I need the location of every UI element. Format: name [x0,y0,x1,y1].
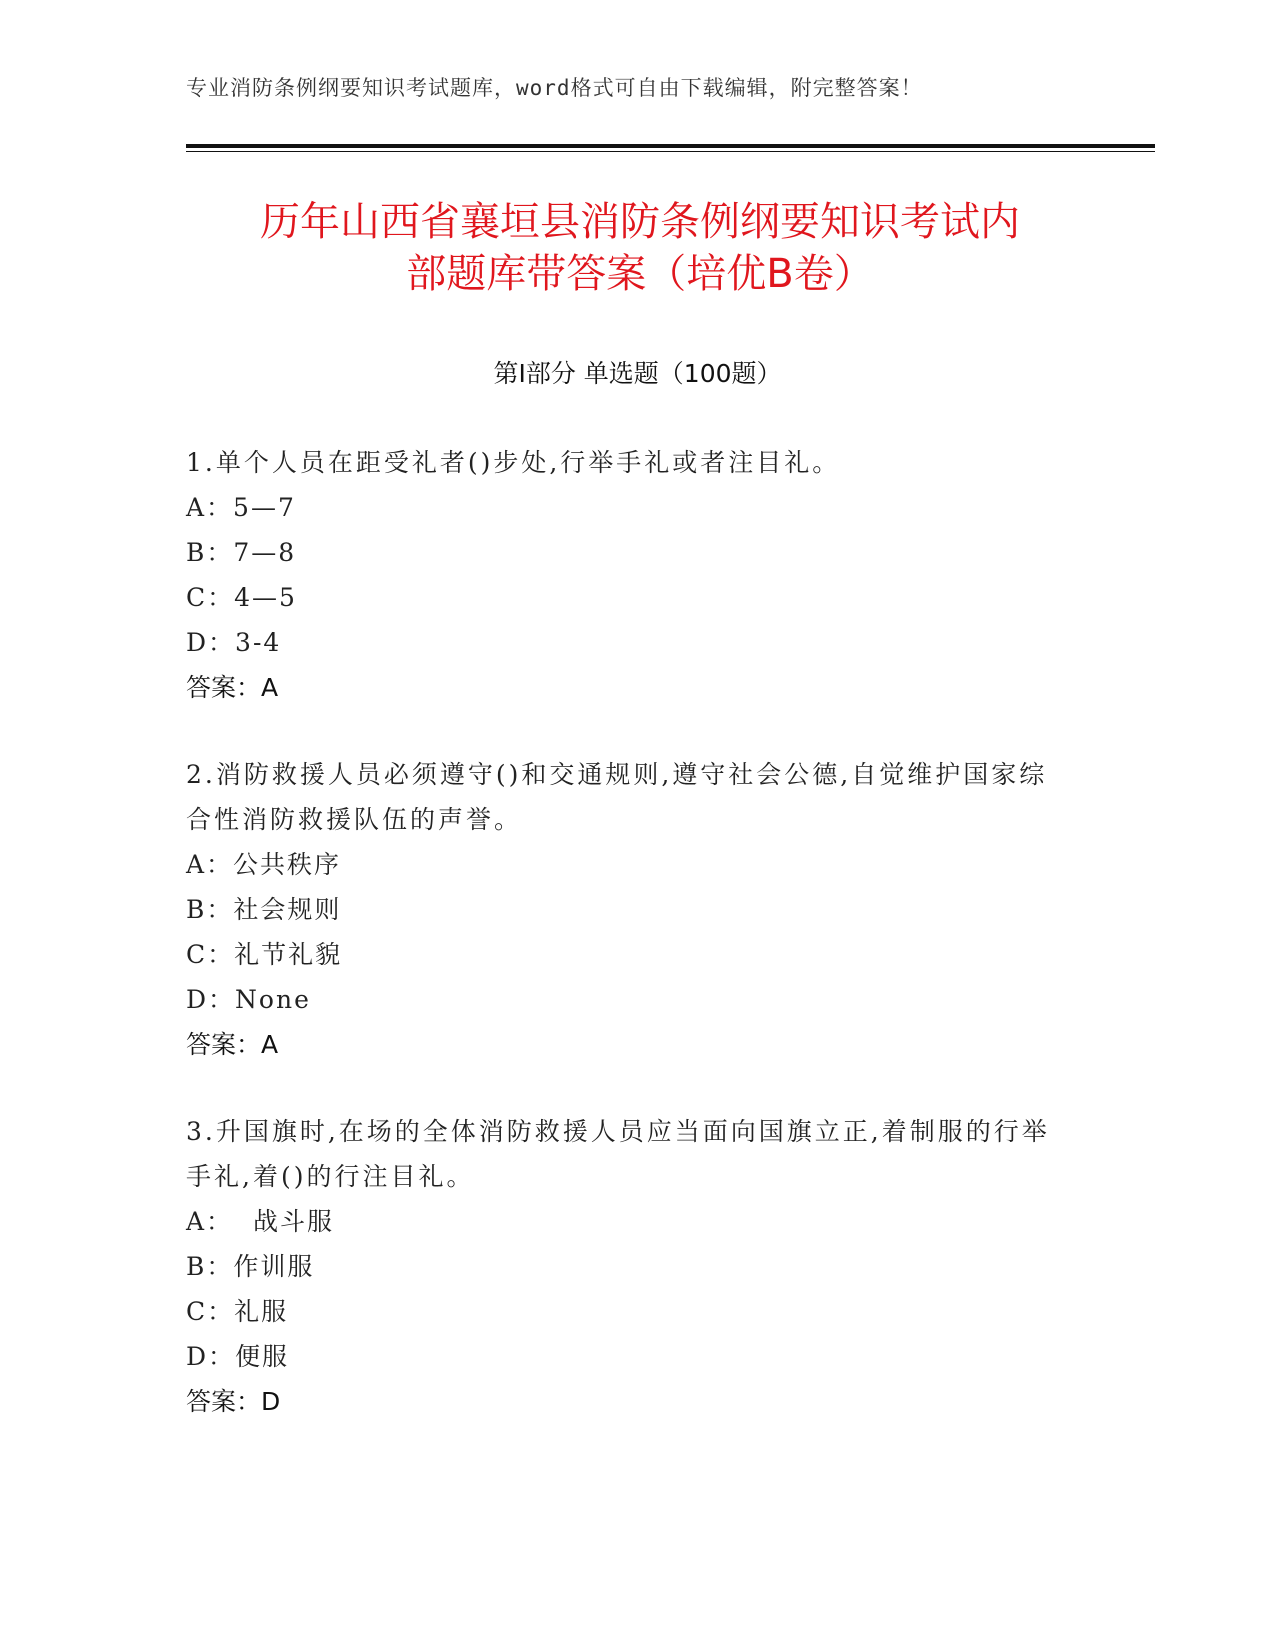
header-rule-thick [186,144,1155,148]
question-stem: 1.单个人员在距受礼者()步处,行举手礼或者注目礼。 [186,448,841,477]
option-a: A： 战斗服 [186,1207,334,1236]
document-title [160,196,1120,300]
page-header: 专业消防条例纲要知识考试题库，word格式可自由下载编辑，附完整答案！ [186,76,923,100]
option-d: D：3-4 [186,628,282,657]
answer: 答案：A [186,673,279,702]
option-d: D：便服 [186,1342,290,1371]
option-b: B：社会规则 [186,895,342,924]
document-title-line-1: 历年山西省襄垣县消防条例纲要知识考试内 [260,199,1020,245]
option-a: A：公共秩序 [186,850,342,879]
option-c: C：4—5 [186,583,297,612]
document-title-line-2: 部题库带答案（培优B卷） [406,251,874,297]
section-heading: 第Ⅰ部分 单选题（100题） [493,359,782,388]
question-1 [186,440,1066,710]
option-d: D：None [186,985,311,1014]
option-c: C：礼服 [186,1297,289,1326]
question-list [186,440,1066,1466]
answer: 答案：D [186,1387,281,1416]
answer: 答案：A [186,1030,279,1059]
option-b: B：7—8 [186,538,297,567]
option-c: C：礼节礼貌 [186,940,343,969]
header-rule-thin [186,151,1155,152]
question-2 [186,752,1066,1067]
question-stem: 3.升国旗时,在场的全体消防救援人员应当面向国旗立正,着制服的行举手礼,着()的行注目礼。 [186,1117,1050,1191]
option-a: A：5—7 [186,493,296,522]
question-stem: 2.消防救援人员必须遵守()和交通规则,遵守社会公德,自觉维护国家综合性消防救援队伍的声誉。 [186,760,1048,834]
question-3 [186,1109,1066,1424]
option-b: B：作训服 [186,1252,315,1281]
